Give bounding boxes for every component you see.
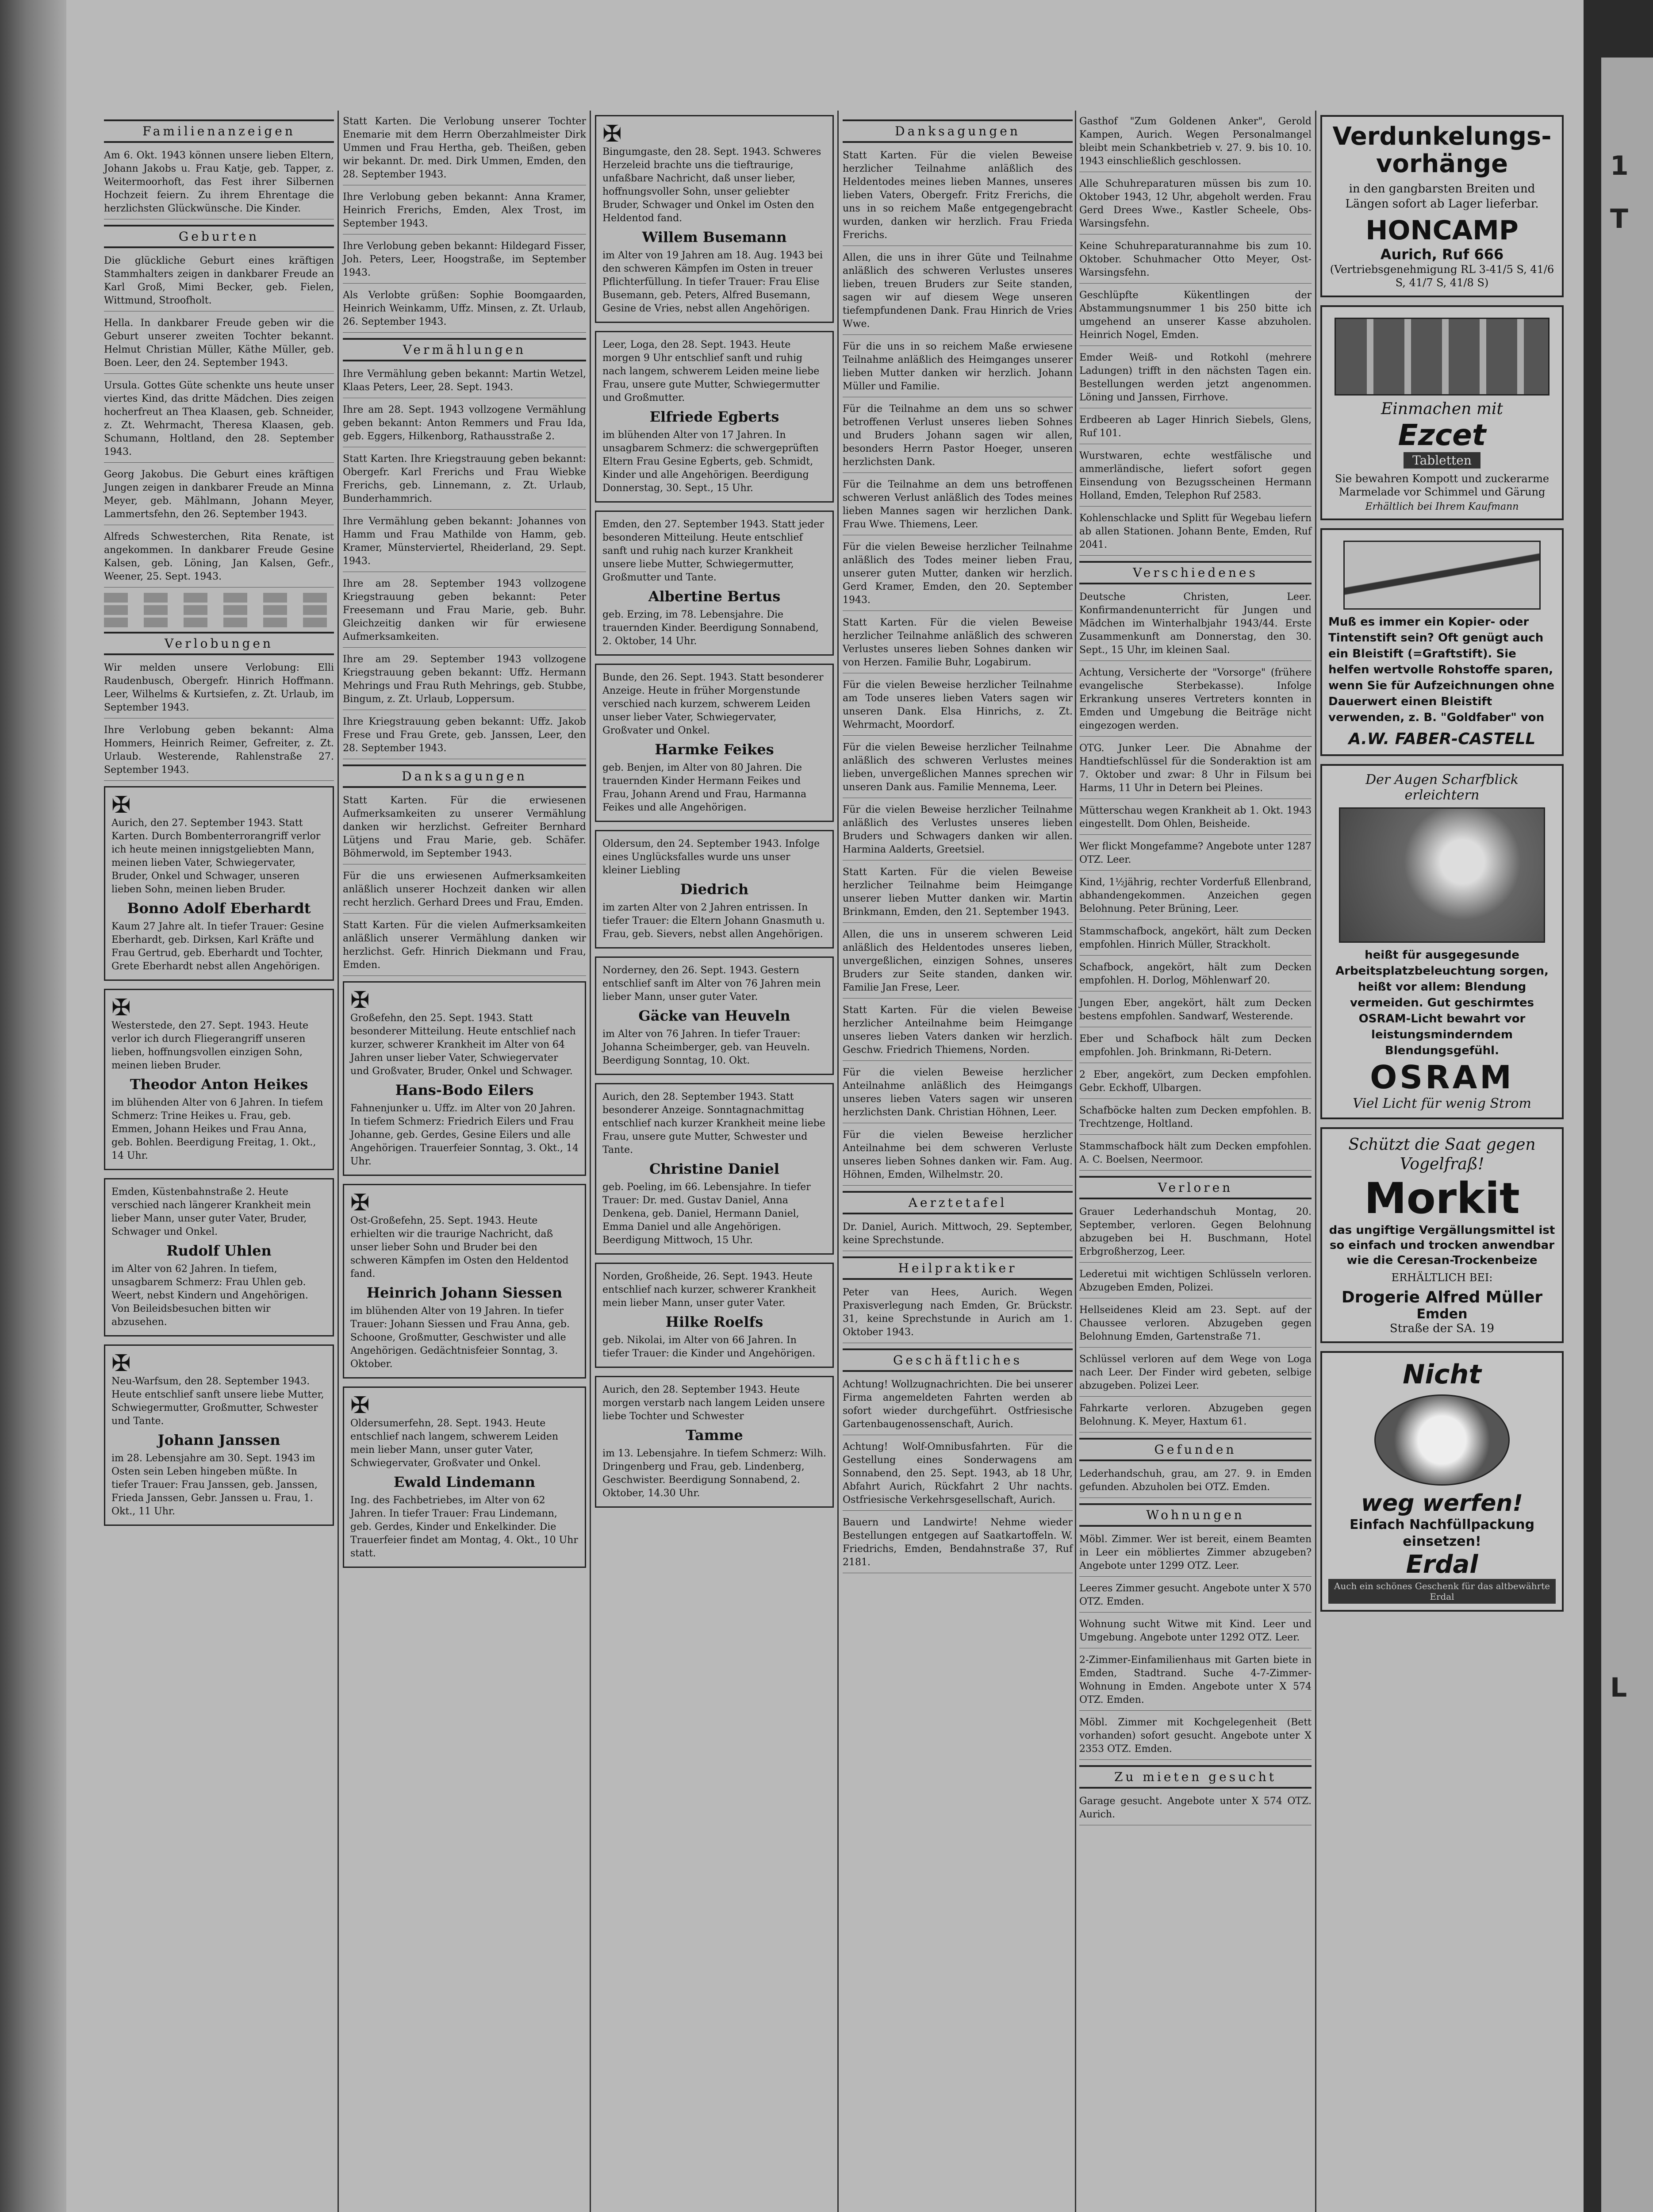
thanks-notice: Für die vielen Beweise herzlicher Teilnahme am Tode unseres lieben Vaters sagen wir unseren Dank. Elsa Hinrichs, z. Zt. Wehrmacht, Moordorf.: [843, 679, 1073, 736]
obituary-text: Westerstede, den 27. Sept. 1943. Heute verlor ich durch Fliegerangriff unseren lieben, hoffnungsvollen einzigen Sohn, meinen lieben Bruder.: [111, 1020, 309, 1071]
morkit-dealer-city: Emden: [1416, 1306, 1468, 1322]
obituary: [595, 956, 834, 1075]
obituary: [595, 664, 834, 822]
obituary-text: Aurich, den 27. September 1943. Statt Karten. Durch Bombenterrorangriff verlor ich heute meinen innigstgeliebten Mann, meinen lieben Vater, Schwiegervater, Bruder, Onkel und Schwager, unseren lieben Sohn, meinen lieben Bruder.: [111, 818, 321, 895]
housing-notice: Leeres Zimmer gesucht. Angebote unter X 570 OTZ. Emden.: [1079, 1582, 1312, 1613]
obituary-text: Kaum 27 Jahre alt. In tiefer Trauer: Gesine Eberhardt, geb. Dirksen, Karl Kräfte und Frau Gertrud, geb. Eberhardt und Tochter, Grete Eberhardt nebst allen Angehörigen.: [111, 921, 324, 972]
thanks-notice: Für die vielen Beweise herzlicher Teilnahme anläßlich des Todes meiner lieben Frau, unserer guten Mutter, danken wir herzlich. Gerd Kramer, Emden, den 20. September 1943.: [843, 541, 1073, 611]
obituary-name: Tamme: [686, 1427, 743, 1444]
obituary-text: Bunde, den 26. Sept. 1943. Statt besonderer Anzeige. Heute in früher Morgenstunde verschied nach kurzem, schwerem Leiden unser lieber Vater, Schwiegervater, Großvater und Onkel.: [602, 672, 824, 736]
obituary-text: geb. Nikolai, im Alter von 66 Jahren. In tiefer Trauer: die Kinder und Angehörigen.: [602, 1335, 816, 1359]
family-notice: Am 6. Okt. 1943 können unsere lieben Eltern, Johann Jakobs u. Frau Katje, geb. Tapper, z. Weitermoorhoft, das Fest ihrer Silbernen Hochzeit feiern. Zu ihrem Ehrentage die herzlichsten Glückwünsche. Die Kinder.: [104, 149, 334, 219]
wedding-notice: Ihre am 29. September 1943 vollzogene Kriegstrauung geben bekannt: Uffz. Hermann Mehrings und Frau Ruth Mehrings, geb. Stubbe, Bingum, z. Zt. Urlaub, Loppersum.: [343, 653, 586, 710]
faber-ad-text: Muß es immer ein Kopier- oder Tintenstift sein? Oft genügt auch ein Bleistift (=Graftstift). Sie helfen wertvolle Rohstoffe sparen, wenn Sie für Aufzeichnungen ohne Dauerwert einen Bleistift verwenden, z. B. "Goldfaber" von: [1328, 615, 1555, 724]
thanks-notice: Allen, die uns in unserem schweren Leid anläßlich des Heldentodes unseres lieben, unvergeßlichen, einzigen Sohnes, unseres Bruders zur Seite standen, danken wir. Familie Jan Frese, Leer.: [843, 928, 1073, 998]
illegible-text: [104, 618, 334, 627]
housing-notice: Wohnung sucht Witwe mit Kind. Leer und Umgebung. Angebote unter 1292 OTZ. Leer.: [1079, 1618, 1312, 1648]
obituary-name: Bonno Adolf Eberhardt: [127, 900, 311, 917]
birth-notice: Alfreds Schwesterchen, Rita Renate, ist angekommen. In dankbarer Freude Gesine Kalsen, geb. Löning, Jan Kalsen, Gefr., Weener, 25. Sept. 1943.: [104, 530, 334, 588]
birth-notice: Georg Jakobus. Die Geburt eines kräftigen Jungen zeigen in dankbarer Freude an Minna Meyer, geb. Mählmann, Johann Meyer, Lammertsfehn, den 26. September 1943.: [104, 468, 334, 525]
erdal-mascot-image: [1374, 1394, 1510, 1486]
business-notice: Alle Schuhreparaturen müssen bis zum 10. Oktober 1943, 12 Uhr, abgeholt werden. Frau Gerd Drees Wwe., Kastler Scheele, Obs-Warsingsfehn.: [1079, 177, 1312, 234]
business-notice: Gasthof "Zum Goldenen Anker", Gerold Kampen, Aurich. Wegen Personalmangel bleibt mein Schankbetrieb v. 27. 9. bis 10. 10. 1943 einschließlich geschlossen.: [1079, 115, 1312, 172]
ezcet-ad-retail: Erhältlich bei Ihrem Kaufmann: [1365, 501, 1519, 512]
birth-notice: Ursula. Gottes Güte schenkte uns heute unser viertes Kind, das dritte Mädchen. Dies zeigen hocherfreut an Thea Klaasen, geb. Schneider, z. Zt. Wehrmacht, Theresa Klaasen, geb. Schumann, Holtland, den 28. September 1943.: [104, 379, 334, 463]
thanks-notice: Für die uns erwiesenen Aufmerksamkeiten anläßlich unserer Hochzeit danken wir allen recht herzlich. Gerhard Drees und Frau, Emden.: [343, 870, 586, 914]
engagement-notice: Ihre Verlobung geben bekannt: Hildegard Fisser, Joh. Peters, Leer, Hoogstraße, im September 1943.: [343, 240, 586, 284]
housing-notice: 2-Zimmer-Einfamilienhaus mit Garten biete in Emden, Stadtrand. Suche 4-7-Zimmer-Wohnung in Emden. Angebote unter X 574 OTZ. Emden.: [1079, 1654, 1312, 1711]
lost-notice: Fahrkarte verloren. Abzugeben gegen Belohnung. K. Meyer, Haxtum 61.: [1079, 1402, 1312, 1432]
obituary-text: Oldersumerfehn, 28. Sept. 1943. Heute entschlief nach langem, schwerem Leiden mein lieber Mann, unser guter Vater, Schwiegervater, Großvater und Onkel.: [350, 1418, 559, 1469]
obituary-name: Elfriede Egberts: [649, 408, 779, 425]
birth-notice: Die glückliche Geburt eines kräftigen Stammhalters zeigen in dankbarer Freude an Karl Groß, Mimi Becker, geb. Fielen, Wittmund, Stroofholt.: [104, 254, 334, 311]
column-rule: [1075, 111, 1076, 2212]
misc-notice: Kind, 1½jährig, rechter Vorderfuß Ellenbrand, abhandengekommen. Anzeichen gegen Belohnung. Peter Brüning, Leer.: [1079, 876, 1312, 920]
morkit-logo: Morkit: [1364, 1174, 1520, 1223]
obituary-text: Aurich, den 28. September 1943. Statt besonderer Anzeige. Sonntagnachmittag entschlief nach kurzer Krankheit meine liebe Frau, unsere gute Mutter, Schwester und Tante.: [602, 1091, 825, 1156]
obituary-text: Neu-Warfsum, den 28. September 1943. Heute entschlief sanft unsere liebe Mutter, Schwiegermutter, Großmutter, Schwester und Tante.: [111, 1376, 324, 1427]
obituary-text: Bingumgaste, den 28. Sept. 1943. Schweres Herzeleid brachte uns die tieftraurige, unfaßbare Nachricht, daß unser lieber, hoffnungsvoller Sohn, unser geliebter Bruder, Schwager und Onkel im Osten den Heldentod fand.: [602, 146, 821, 224]
misc-notice: 2 Eber, angekört, zum Decken empfohlen. Gebr. Eckhoff, Ulbargen.: [1079, 1068, 1312, 1099]
thanks-notice: Für die uns in so reichem Maße erwiesene Teilnahme anläßlich des Heimganges unserer lieben Mutter danken wir herzlich. Johann Müller und Familie.: [843, 340, 1073, 397]
obituary-text: Ost-Großefehn, 25. Sept. 1943. Heute erhielten wir die traurige Nachricht, daß unser lieber Sohn und Bruder bei den schweren Kämpfen im Osten den Heldentod fand.: [350, 1215, 569, 1279]
obituary-text: Aurich, den 28. September 1943. Heute morgen verstarb nach langem Leiden unsere liebe Tochter und Schwester: [602, 1384, 825, 1422]
obituary-text: im Alter von 19 Jahren am 18. Aug. 1943 bei den schweren Kämpfen im Osten in treuer Pflichterfüllung. In tiefer Trauer: Frau Elise Busemann, geb. Peters, Alfred Busemann, Gesine de Vries, nebst allen Angehörigen.: [602, 250, 823, 314]
obituary-text: im Alter von 76 Jahren. In tiefer Trauer: Johanna Scheimberger, geb. van Heuveln. Beerdigung Sonntag, 10. Okt.: [602, 1029, 810, 1066]
section-header: Zu mieten gesucht: [1079, 1765, 1312, 1789]
obituary: [595, 115, 834, 323]
obituary-text: Norderney, den 26. Sept. 1943. Gestern entschlief sanft im Alter von 76 Jahren mein lieber Mann, unser guter Vater.: [602, 965, 821, 1002]
iron-cross-icon: ✠: [111, 792, 131, 818]
misc-notice: Deutsche Christen, Leer. Konfirmandenunterricht für Jungen und Mädchen im Winterhalbjahr 1943/44. Erste Zusammenkunft am Donnerstag, den 30. Sept., 15 Uhr, im kleinen Saal.: [1079, 591, 1312, 661]
obituary-text: Leer, Loga, den 28. Sept. 1943. Heute morgen 9 Uhr entschlief sanft und ruhig nach langem, schwerem Leiden meine liebe Frau, unsere gute Mutter, Schwiegermutter und Großmutter.: [602, 339, 820, 403]
book-spine: [0, 0, 66, 2212]
engagement-notice: Wir melden unsere Verlobung: Elli Raudenbusch, Obergefr. Hinrich Hoffmann. Leer, Wilhelms & Kurtsiefen, z. Zt. Urlaub, im September 1943.: [104, 661, 334, 718]
ezcet-ad-headline: Einmachen mit: [1381, 400, 1503, 418]
business-notice: Emder Weiß- und Rotkohl (mehrere Ladungen) trifft in den nächsten Tagen ein. Bestellungen werden jetzt angenommen. Löning und Janssen, Firrhove.: [1079, 351, 1312, 408]
obituary-name: Rudolf Uhlen: [166, 1242, 272, 1259]
obituary: [104, 1344, 334, 1526]
housing-notice: Möbl. Zimmer. Wer ist bereit, einem Beamten in Leer ein möbliertes Zimmer abzugeben? Angebote unter 1299 OTZ. Leer.: [1079, 1533, 1312, 1577]
curtain-ad-title: vorhänge: [1376, 150, 1508, 178]
curtain-ad: [1320, 115, 1564, 297]
obituary-text: Norden, Großheide, 26. Sept. 1943. Heute entschlief nach kurzer, schwerer Krankheit mein lieber Mann, unser guter Vater.: [602, 1271, 816, 1309]
iron-cross-icon: ✠: [350, 987, 370, 1014]
wedding-notice: Ihre am 28. Sept. 1943 vollzogene Vermählung geben bekannt: Anton Remmers und Frau Ida, geb. Eggers, Hilkenborg, Rathausstraße 2.: [343, 403, 586, 447]
business-notice: Geschlüpfte Kükentlingen der Abstammungsnummer 1 bis 250 bitte ich umgehend an unserer Kasse abzuholen. Heinrich Nogel, Emden.: [1079, 289, 1312, 346]
business-notice: Erdbeeren ab Lager Hinrich Siebels, Glens, Ruf 101.: [1079, 414, 1312, 444]
misc-notice: Wer flickt Mongefamme? Angebote unter 1287 OTZ. Leer.: [1079, 840, 1312, 871]
obituary-text: Emden, Küstenbahnstraße 2. Heute verschied nach längerer Krankheit mein lieber Mann, unser guter Vater, Bruder, Schwager und Onkel.: [111, 1187, 311, 1237]
thanks-notice: Für die vielen Beweise herzlicher Teilnahme anläßlich des schweren Verlustes meines lieben, unvergeßlichen Mannes sprechen wir unseren Dank aus. Familie Mennema, Leer.: [843, 741, 1073, 798]
edge-letter: 1: [1610, 150, 1629, 181]
ezcet-ad: [1320, 305, 1564, 520]
lost-notice: Grauer Lederhandschuh Montag, 20. September, verloren. Gegen Belohnung abzugeben bei H. Buschmann, Hotel Erbgroßherzog, Leer.: [1079, 1206, 1312, 1263]
iron-cross-icon: ✠: [350, 1392, 370, 1419]
obituary-name: Willem Busemann: [642, 229, 787, 246]
thanks-notice: Für die Teilnahme an dem uns betroffenen schweren Verlust anläßlich des Todes meines lieben Mannes sagen wir herzlichen Dank. Frau Wwe. Thiemens, Leer.: [843, 478, 1073, 535]
obituary-name: Gäcke van Heuveln: [638, 1007, 790, 1024]
obituary: [595, 830, 834, 949]
obituary: [343, 1184, 586, 1379]
ezcet-ad-text: Sie bewahren Kompott und zuckerarme Marmelade vor Schimmel und Gärung: [1335, 472, 1549, 498]
thanks-notice: Für die Teilnahme an dem uns so schwer betroffenen Verlust unseres lieben Sohnes und Bruders Johann sagen wir allen, besonders Herrn Pastor Hoeger, unseren herzlichsten Dank.: [843, 403, 1073, 473]
section-header: Vermählungen: [343, 338, 586, 361]
obituary: [595, 331, 834, 503]
obituary: [104, 1178, 334, 1336]
erdal-ad-text: Einfach Nachfüllpackung einsetzen!: [1349, 1517, 1535, 1549]
morkit-dealer: Drogerie Alfred Müller: [1341, 1288, 1543, 1306]
obituary-text: im zarten Alter von 2 Jahren entrissen. In tiefer Trauer: die Eltern Johann Gnasmuth u. Frau, geb. Sievers, nebst allen Angehörigen.: [602, 902, 825, 940]
wanted-notice: Garage gesucht. Angebote unter X 574 OTZ. Aurich.: [1079, 1795, 1312, 1825]
lost-notice: Hellseidenes Kleid am 23. Sept. auf der Chaussee verloren. Abzugeben gegen Belohnung Emden, Gartenstraße 71.: [1079, 1304, 1312, 1348]
section-header: Verloren: [1079, 1176, 1312, 1199]
next-page-edge: [1584, 0, 1653, 2212]
obituary-text: geb. Erzing, im 78. Lebensjahre. Die trauernden Kinder. Beerdigung Sonnabend, 2. Oktober, 14 Uhr.: [602, 609, 819, 647]
thanks-notice: Statt Karten. Für die vielen Beweise herzlicher Teilnahme anläßlich des schweren Verlustes unseres lieben Sohnes danken wir von Herzen. Familie Buhr, Logabirum.: [843, 616, 1073, 673]
housing-notice: Möbl. Zimmer mit Kochgelegenheit (Bett vorhanden) sofort gesucht. Angebote unter X 2353 OTZ. Emden.: [1079, 1716, 1312, 1760]
section-header: Verlobungen: [104, 632, 334, 655]
honcamp-logo: HONCAMP: [1365, 215, 1519, 246]
morkit-dealer-address: Straße der SA. 19: [1389, 1322, 1495, 1335]
lost-notice: Schlüssel verloren auf dem Wege von Loga nach Leer. Der Finder wird gebeten, selbige abzugeben. Polizei Leer.: [1079, 1353, 1312, 1397]
wedding-notice: Ihre Vermählung geben bekannt: Martin Wetzel, Klaas Peters, Leer, 28. Sept. 1943.: [343, 368, 586, 398]
obituary-text: Ing. des Fachbetriebes, im Alter von 62 Jahren. In tiefer Trauer: Frau Lindemann, geb. Gerdes, Kinder und Enkelkinder. Die Trauerfeier findet am Montag, 4. Okt., 10 Uhr statt.: [350, 1495, 578, 1559]
section-header: Verschiedenes: [1079, 561, 1312, 584]
thanks-notice: Für die vielen Beweise herzlicher Teilnahme anläßlich des Verlustes unseres lieben Bruders und Schwagers danken wir allen. Harmina Aalderts, Greetsiel.: [843, 803, 1073, 860]
section-header: Wohnungen: [1079, 1503, 1312, 1527]
obituary-text: Großefehn, den 25. Sept. 1943. Statt besonderer Mitteilung. Heute entschlief nach kurzer, schwerer Krankheit im Alter von 64 Jahren unser lieber Vater, Schwiegervater und Großvater, Bruder, Onkel und Schwager.: [350, 1013, 576, 1077]
obituary-text: geb. Poeling, im 66. Lebensjahre. In tiefer Trauer: Dr. med. Gustav Daniel, Anna Denkena, geb. Daniel, Hermann Daniel, Emma Daniel und alle Angehörigen. Beerdigung Mittwoch, 15 Uhr.: [602, 1182, 811, 1246]
osram-slogan: Viel Licht für wenig Strom: [1353, 1096, 1531, 1111]
thanks-notice: Für die vielen Beweise herzlicher Anteilnahme bei dem schweren Verluste unseres lieben Sohnes danken wir. Fam. Aug. Höhnen, Emden, Wilhelmstr. 20.: [843, 1129, 1073, 1186]
wedding-notice: Ihre Vermählung geben bekannt: Johannes von Hamm und Frau Mathilde von Hamm, geb. Kramer, Münsterviertel, Rheiderland, 29. Sept. 1943.: [343, 515, 586, 572]
misc-notice: Schafböcke halten zum Decken empfohlen. B. Trechtzenge, Holtland.: [1079, 1104, 1312, 1135]
erdal-ad: [1320, 1351, 1564, 1612]
misc-notice: Stammschafbock hält zum Decken empfohlen. A. C. Boelsen, Neermoor.: [1079, 1140, 1312, 1171]
obituary-name: Ewald Lindemann: [393, 1474, 536, 1490]
section-header: Aerztetafel: [843, 1191, 1073, 1214]
obituary: [343, 1386, 586, 1568]
obituary-text: im blühenden Alter von 6 Jahren. In tiefem Schmerz: Trine Heikes u. Frau, geb. Emmen, Johann Heikes und Frau Anna, geb. Bohlen. Beerdigung Freitag, 1. Okt., 14 Uhr.: [111, 1097, 323, 1161]
misc-notice: Stammschafbock, angekört, hält zum Decken empfohlen. Hinrich Müller, Strackholt.: [1079, 925, 1312, 956]
column-rule: [590, 111, 591, 2212]
engagement-notice: Ihre Verlobung geben bekannt: Anna Kramer, Heinrich Frerichs, Emden, Alex Trost, im September 1943.: [343, 191, 586, 234]
engagement-notice: Als Verlobte grüßen: Sophie Boomgaarden, Heinrich Weinkamm, Uffz. Minsen, z. Zt. Urlaub, 26. September 1943.: [343, 289, 586, 333]
obituary-text: im Alter von 62 Jahren. In tiefem, unsagbarem Schmerz: Frau Uhlen geb. Weert, nebst Kindern und Angehörigen. Von Beileidsbesuchen bitten wir abzusehen.: [111, 1263, 308, 1328]
thanks-notice: Statt Karten. Für die vielen Beweise herzlicher Teilnahme beim Heimgange unserer lieben Mutter danken wir. Martin Brinkmann, Emden, den 21. September 1943.: [843, 866, 1073, 923]
obituary: [595, 511, 834, 656]
column-5: [1079, 115, 1312, 2212]
morkit-ad-text: das ungiftige Vergällungsmittel ist so einfach und trocken anwendbar wie die Ceresan-Trockenbeize: [1329, 1224, 1555, 1267]
iron-cross-icon: ✠: [602, 121, 622, 147]
found-notice: Lederhandschuh, grau, am 27. 9. in Emden gefunden. Abzuholen bei OTZ. Emden.: [1079, 1467, 1312, 1498]
wedding-notice: Statt Karten. Ihre Kriegstrauung geben bekannt: Obergefr. Karl Frerichs und Frau Wiebke Frerichs, geb. Linnemann, z. Zt. Urlaub, Bunderhammrich.: [343, 453, 586, 510]
obituary-name: Johann Janssen: [157, 1432, 280, 1448]
misc-notice: Eber und Schafbock hält zum Decken empfohlen. Joh. Brinkmann, Ri-Detern.: [1079, 1033, 1312, 1063]
erdal-ad-footer: Auch ein schönes Geschenk für das altbewährte Erdal: [1328, 1579, 1556, 1604]
section-header: Gefunden: [1079, 1438, 1312, 1461]
jars-image: [1335, 318, 1549, 396]
section-header: Geschäftliches: [843, 1348, 1073, 1372]
edge-letter: L: [1610, 1672, 1627, 1703]
business-notice: Keine Schuhreparaturannahme bis zum 10. Oktober. Schuhmacher Otto Meyer, Ost-Warsingsfehn.: [1079, 240, 1312, 284]
osram-ad: [1320, 764, 1564, 1119]
misc-notice: Mütterschau wegen Krankheit ab 1. Okt. 1943 eingestellt. Dom Ohlen, Beisheide.: [1079, 804, 1312, 835]
obituary-text: Emden, den 27. September 1943. Statt jeder besonderen Mitteilung. Heute entschlief sanft und ruhig nach kurzer Krankheit unsere liebe Mutter, Schwiegermutter, Großmutter und Tante.: [602, 519, 825, 583]
obituary-text: im 13. Lebensjahre. In tiefem Schmerz: Wilh. Dringenberg und Frau, geb. Lindenberg, Geschwister. Beerdigung Sonnabend, 2. Oktober, 14.30 Uhr.: [602, 1448, 826, 1499]
business-notice: Achtung! Wolf-Omnibusfahrten. Für die Gestellung eines Sonderwagens am Sonnabend, den 25. Sept. 1943, ab 18 Uhr, Abfahrt Aurich, Rückfahrt 2 Uhr nachts. Ostfriesische Verkehrsgesellschaft, Aurich.: [843, 1440, 1073, 1511]
erdal-ad-headline2: weg werfen!: [1361, 1490, 1523, 1517]
morkit-available-label: ERHÄLTLICH BEI:: [1391, 1271, 1493, 1284]
curtain-ad-license: (Vertriebsgenehmigung RL 3-41/5 S, 41/6 S, 41/7 S, 41/8 S): [1330, 263, 1554, 289]
iron-cross-icon: ✠: [111, 1350, 131, 1377]
morkit-ad-headline: Schützt die Saat gegen Vogelfraß!: [1348, 1136, 1536, 1173]
column-rule: [837, 111, 839, 2212]
obituary: [595, 1376, 834, 1508]
doctor-notice: Dr. Daniel, Aurich. Mittwoch, 29. September, keine Sprechstunde.: [843, 1221, 1073, 1251]
wedding-notice: Ihre Kriegstrauung geben bekannt: Uffz. Jakob Frese und Frau Grete, geb. Janssen, Leer, den 28. September 1943.: [343, 715, 586, 759]
business-notice: Wurstwaren, echte westfälische und ammerländische, liefert sofort gegen Einsendung von Bezugsscheinen Hermann Holland, Emden, Telephon Ruf 2583.: [1079, 449, 1312, 507]
obituary-name: Harmke Feikes: [655, 741, 774, 758]
obituary-text: im 28. Lebensjahre am 30. Sept. 1943 im Osten sein Leben hingeben müßte. In tiefer Trauer: Frau Janssen, geb. Janssen, Frieda Janssen, Gebr. Janssen u. Frau, 1. Okt., 11 Uhr.: [111, 1453, 318, 1517]
column-rule: [1315, 111, 1316, 2212]
obituary-name: Heinrich Johann Siessen: [366, 1284, 563, 1301]
obituary-name: Theodor Anton Heikes: [130, 1076, 308, 1093]
curtain-ad-title: Verdunkelungs-: [1332, 122, 1552, 151]
next-page-paper: [1601, 58, 1653, 2212]
thanks-notice: Statt Karten. Für die vielen Aufmerksamkeiten anläßlich unserer Vermählung danken wir herzlichst. Gefr. Hinrich Diekmann und Frau, Emden.: [343, 919, 586, 976]
thanks-notice: Für die vielen Beweise herzlicher Anteilnahme anläßlich des Heimgangs unseres lieben Vaters sagen wir unseren herzlichsten Dank. Christian Höhnen, Leer.: [843, 1066, 1073, 1123]
engagement-notice: Statt Karten. Die Verlobung unserer Tochter Enemarie mit dem Herrn Oberzahlmeister Dirk Ummen und Frau Hertha, geb. Theißen, geben wir bekannt. Dr. med. Dirk Ummen, Emden, den 28. September 1943.: [343, 115, 586, 185]
iron-cross-icon: ✠: [111, 995, 131, 1021]
obituary-name: Diedrich: [680, 881, 749, 898]
obituary-text: im blühenden Alter von 19 Jahren. In tiefer Trauer: Johann Siessen und Frau Anna, geb. Schoone, Großmutter, Geschwister und alle Angehörigen. Gedächtnisfeier Sonntag, 3. Oktober.: [350, 1306, 570, 1370]
curtain-ad-phone: Aurich, Ruf 666: [1380, 246, 1504, 263]
workshop-image: [1339, 807, 1545, 943]
section-header: Danksagungen: [843, 119, 1073, 143]
pencil-image: [1343, 541, 1541, 610]
obituary-text: Fahnenjunker u. Uffz. im Alter von 20 Jahren. In tiefem Schmerz: Friedrich Eilers und Frau Johanne, geb. Gerdes, Gesine Eilers und alle Angehörigen. Trauerfeier Sonntag, 3. Okt., 14 Uhr.: [350, 1103, 579, 1167]
obituary-text: Oldersum, den 24. September 1943. Infolge eines Unglücksfalles wurde uns unser kleiner Liebling: [602, 838, 820, 876]
business-notice: Bauern und Landwirte! Nehme wieder Bestellungen entgegen auf Saatkartoffeln. W. Friedrichs, Emden, Bendahnstraße 37, Ruf 2181.: [843, 1516, 1073, 1573]
column-1: [104, 115, 334, 2212]
obituary: [343, 981, 586, 1176]
column-4: [843, 115, 1073, 2212]
erdal-logo: Erdal: [1406, 1550, 1478, 1579]
obituary: [104, 989, 334, 1170]
business-notice: Kohlenschlacke und Splitt für Wegebau liefern ab allen Stationen. Johann Bente, Emden, Ruf 2041.: [1079, 512, 1312, 556]
wedding-notice: Ihre am 28. September 1943 vollzogene Kriegstrauung geben bekannt: Peter Freesemann und Frau Marie, geb. Buhr. Gleichzeitig danken wir für erwiesene Aufmerksamkeiten.: [343, 577, 586, 648]
thanks-notice: Statt Karten. Für die vielen Beweise herzlicher Teilnahme anläßlich des Heldentodes meines lieben Mannes, unseres lieben Vaters, Obergefr. Fritz Frerichs, die uns in so reichem Maße entgegengebracht wurden, danken wir herzlich. Frau Frieda Frerichs.: [843, 149, 1073, 246]
obituary-name: Hans-Bodo Eilers: [395, 1082, 534, 1098]
misc-notice: OTG. Junker Leer. Die Abnahme der Handtiefschlüssel für die Sonderaktion ist am 7. Oktober und zwar: 8 Uhr in Filsum bei Harms, 11 Uhr in Detern bei Pleines.: [1079, 742, 1312, 799]
ezcet-tablets-label: Tabletten: [1404, 452, 1480, 469]
section-header: Heilpraktiker: [843, 1256, 1073, 1280]
column-rule: [338, 111, 339, 2212]
section-header: Danksagungen: [343, 764, 586, 788]
misc-notice: Achtung, Versicherte der "Vorsorge" (frühere evangelische Sterbekasse). Infolge Erkrankung unseres Vertreters konnten in Emden und Umgebung die Beiträge nicht eingezogen werden.: [1079, 666, 1312, 737]
iron-cross-icon: ✠: [350, 1190, 370, 1216]
section-header: Familienanzeigen: [104, 119, 334, 143]
obituary: [104, 786, 334, 981]
thanks-notice: Statt Karten. Für die erwiesenen Aufmerksamkeiten zu unserer Vermählung danken wir herzlichst. Gefreiter Bernhard Lütjens und Frau Marie, geb. Schäfer. Böhmerwold, im September 1943.: [343, 794, 586, 864]
thanks-notice: Allen, die uns in ihrer Güte und Teilnahme anläßlich des schweren Verlustes unseres lieben, treuen Bruders zur Seite standen, sagen wir auf diesem Wege unseren tiefempfundenen Dank. Frau Hinrich de Vries Wwe.: [843, 251, 1073, 335]
obituary: [595, 1083, 834, 1255]
ezcet-logo: Ezcet: [1398, 418, 1486, 452]
engagement-notice: Ihre Verlobung geben bekannt: Alma Hommers, Heinrich Reimer, Gefreiter, z. Zt. Urlaub. Westerende, Rahlenstraße 27. September 1943.: [104, 724, 334, 781]
obituary-name: Christine Daniel: [649, 1160, 779, 1177]
column-3: [595, 115, 834, 2212]
erdal-ad-headline: Nicht: [1403, 1359, 1481, 1390]
thanks-notice: Statt Karten. Für die vielen Beweise herzlicher Anteilnahme beim Heimgange unseres lieben Vaters danken wir herzlich. Geschw. Friedrich Thiemens, Norden.: [843, 1004, 1073, 1061]
lost-notice: Lederetui mit wichtigen Schlüsseln verloren. Abzugeben Emden, Polizei.: [1079, 1268, 1312, 1298]
osram-ad-text: heißt für ausgegesunde Arbeitsplatzbeleuchtung sorgen, heißt vor allem: Blendung vermeiden. Gut geschirmtes OSRAM-Licht bewahrt vor leistungsminderndem Blendungsgefühl.: [1335, 949, 1549, 1057]
edge-letter: T: [1610, 204, 1628, 234]
faber-castell-logo: A.W. FABER-CASTELL: [1348, 730, 1536, 748]
practitioner-notice: Peter van Hees, Aurich. Wegen Praxisverlegung nach Emden, Gr. Brückstr. 31, keine Sprechstunde in Aurich am 1. Oktober 1943.: [843, 1286, 1073, 1343]
obituary-name: Albertine Bertus: [648, 588, 781, 605]
illegible-text: [104, 593, 334, 603]
obituary-text: im blühenden Alter von 17 Jahren. In unsagbarem Schmerz: die schwergeprüften Eltern Frau Gesine Egberts, geb. Schmidt, Kinder und alle Angehörigen. Beerdigung Donnerstag, 30. Sept., 15 Uhr.: [602, 430, 819, 494]
obituary: [595, 1263, 834, 1368]
faber-castell-ad: [1320, 528, 1564, 756]
osram-logo: OSRAM: [1370, 1059, 1514, 1096]
osram-ad-headline: Der Augen Scharfblick erleichtern: [1365, 772, 1519, 803]
illegible-text: [104, 605, 334, 615]
section-header: Geburten: [104, 225, 334, 248]
column-2: [343, 115, 586, 2212]
misc-notice: Schafbock, angekört, hält zum Decken empfohlen. H. Dorlog, Möhlenwarf 20.: [1079, 961, 1312, 991]
business-notice: Achtung! Wollzugnachrichten. Die bei unserer Firma angemeldeten Fahrten werden ab sofort wieder durchgeführt. Ostfriesische Gartenbaugenossenschaft, Aurich.: [843, 1378, 1073, 1435]
birth-notice: Hella. In dankbarer Freude geben wir die Geburt unserer zweiten Tochter bekannt. Helmut Christian Müller, Käthe Müller, geb. Boen. Leer, den 24. September 1943.: [104, 317, 334, 374]
column-6-ads: [1320, 115, 1564, 2212]
misc-notice: Jungen Eber, angekört, hält zum Decken bestens empfohlen. Sandwarf, Westerende.: [1079, 997, 1312, 1027]
morkit-ad: [1320, 1127, 1564, 1343]
obituary-text: geb. Benjen, im Alter von 80 Jahren. Die trauernden Kinder Hermann Feikes und Frau, Johann Arend und Frau, Harmanna Feikes und alle Angehörigen.: [602, 762, 807, 813]
obituary-name: Hilke Roelfs: [665, 1313, 763, 1330]
curtain-ad-text: in den gangbarsten Breiten und Längen sofort ab Lager lieferbar.: [1345, 182, 1539, 211]
